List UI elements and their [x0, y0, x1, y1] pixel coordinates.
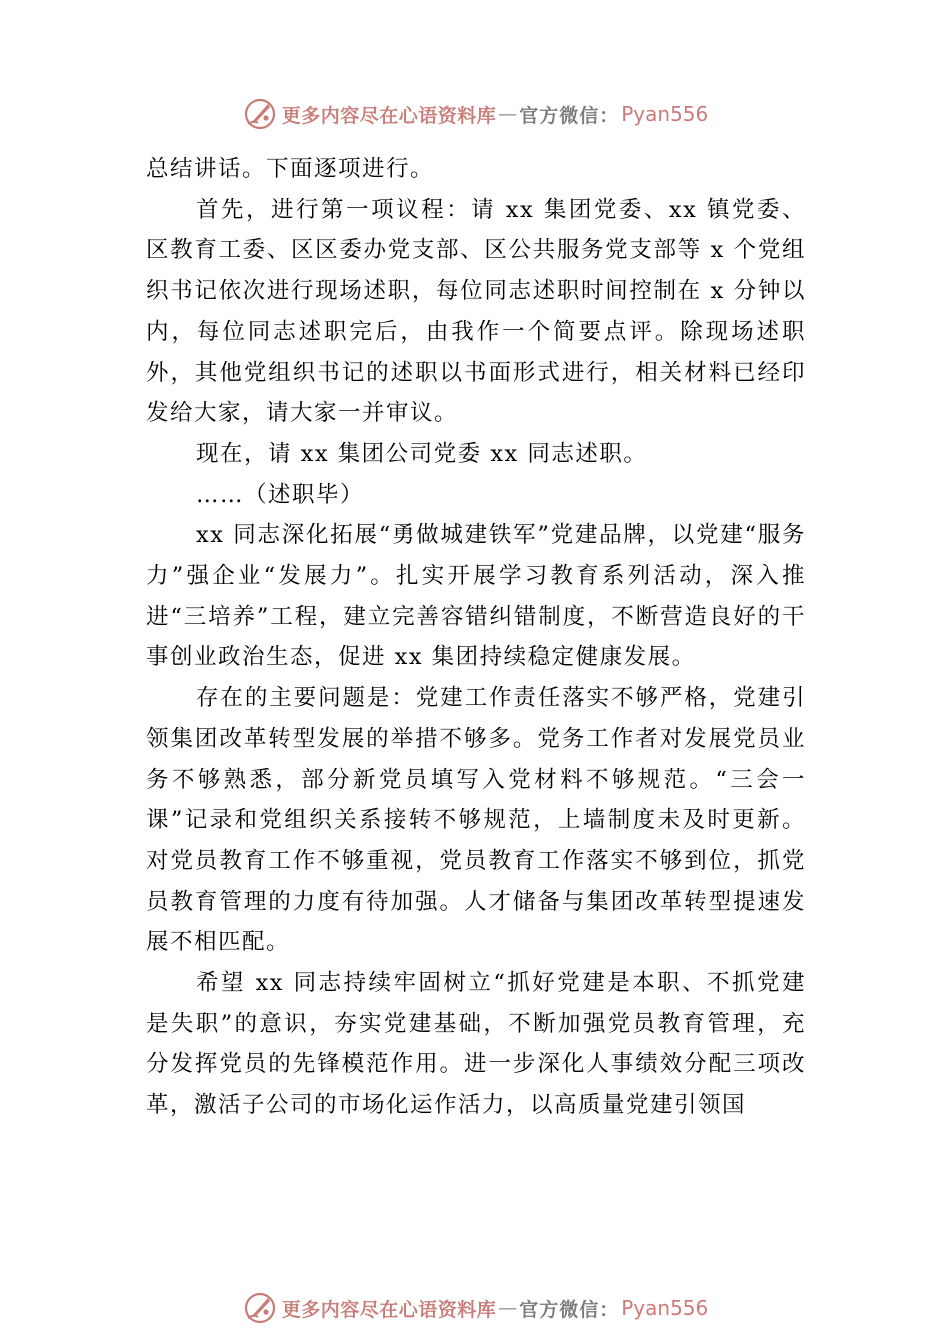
- watermark-wechat-id: Pyan556: [621, 1296, 709, 1320]
- watermark-slogan: 更多内容尽在心语资料库: [281, 104, 497, 127]
- quill-seal-logo-icon: [242, 1290, 278, 1326]
- watermark-label: 官方微信：: [519, 104, 620, 127]
- watermark-label: 官方微信：: [519, 1298, 620, 1321]
- watermark-wechat-id: Pyan556: [621, 102, 709, 126]
- paragraph-expectations: 希望 xx 同志持续牢固树立“抓好党建是本职、不抓党建是失职”的意识，夯实党建基础，不断加强党员教育管理，充分发挥党员的先锋模范作用。进一步深化人事绩效分配三项改革，激活子公司的市场化运作活力，以高质量党建引领国: [146, 970, 806, 1119]
- paragraph-report-done: ……（述职毕）: [196, 481, 365, 508]
- header-watermark: [0, 94, 950, 134]
- quill-seal-logo-icon: [242, 96, 278, 132]
- paragraph-achievements: xx 同志深化拓展“勇做城建铁军”党建品牌，以党建“服务力”强企业“发展力”。扎实开展学习教育系列活动，深入推 进“三培养”工程，建立完善容错纠错制度，不断营造良好的干事创业政治生态，促进 xx 集团持续稳定健康发展。: [146, 522, 806, 671]
- paragraph-problems: 存在的主要问题是：党建工作责任落实不够严格，党建引领集团改革转型发展的举措不够多。党务工作者对发展党员业务不够熟悉，部分新党员填写入党材料不够规范。“三会一课”记录和党组织关系接转不够规范，上墙制度未及时更新。对党员教育工作不够重视，党员教育工作落实不够到位，抓党员教育管理的力度有待加强。人才储备与集团改革转型提速发展不相匹配。: [146, 685, 806, 956]
- paragraph-invitation: 现在，请 xx 集团公司党委 xx 同志述职。: [196, 440, 648, 467]
- document-body: [146, 149, 806, 1126]
- watermark-slogan: 更多内容尽在心语资料库: [281, 1298, 497, 1321]
- paragraph-continuation: 总结讲话。下面逐项进行。: [146, 156, 435, 182]
- watermark-dash: —: [498, 103, 518, 125]
- footer-watermark: [0, 1288, 950, 1328]
- watermark-dash: —: [498, 1297, 518, 1319]
- paragraph-agenda: 首先，进行第一项议程：请 xx 集团党委、xx 镇党委、区教育工委、区区委办党支部、区公共服务党支部等 x 个党组织书记依次进行现场述职，每位同志述职时间控制在 x 分钟以内，每位同志述职完后，由我作一个简要点评。除现场述职外，其他党组织书记的述职以书面形式进行，相关材料已经印发给大家，请大家一并审议。: [146, 196, 806, 427]
